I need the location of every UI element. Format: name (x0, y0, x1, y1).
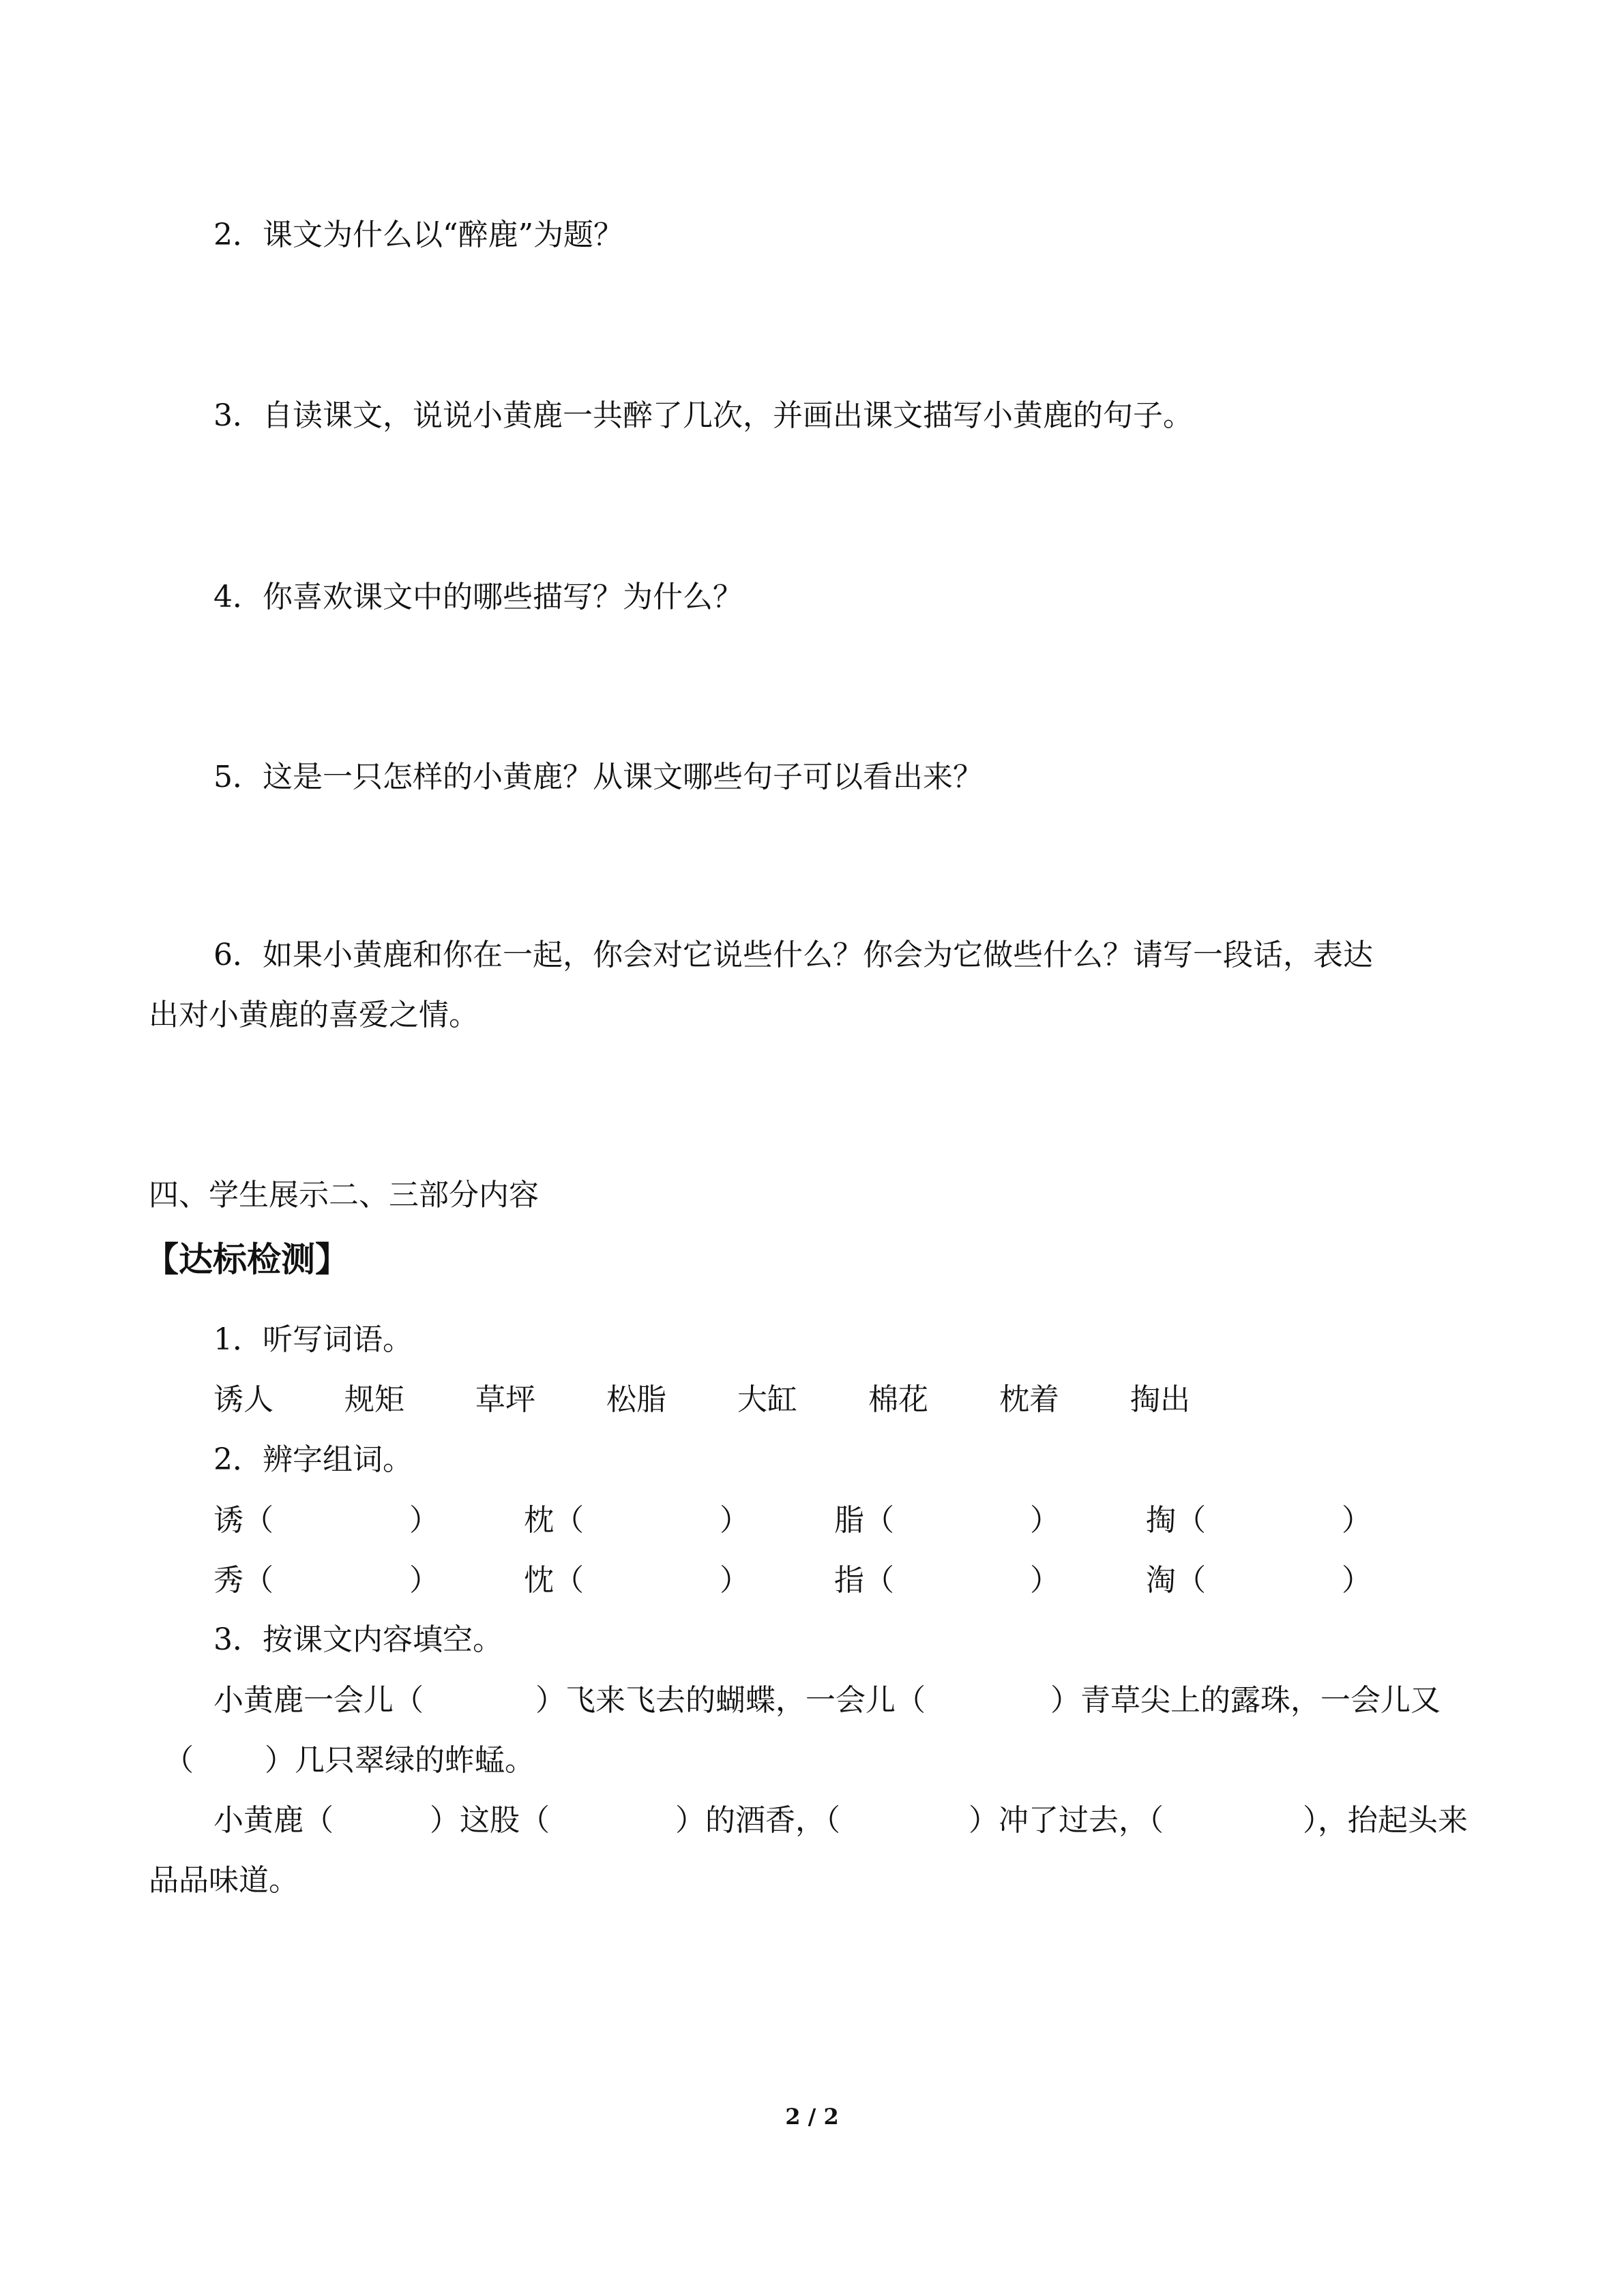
dictation-word: 棉花 (868, 1382, 928, 1417)
fill-text: 小黄鹿（ (213, 1803, 334, 1838)
char-blank-open: 掏（ (1146, 1503, 1206, 1538)
dictation-word: 松脂 (606, 1382, 666, 1417)
char-blank-close: ） (409, 1503, 439, 1538)
char-pair-row-2 (0, 1560, 1624, 1601)
dictation-word: 掏出 (1130, 1382, 1190, 1417)
dictation-word: 大缸 (737, 1382, 797, 1417)
page-number: 2 / 2 (785, 2104, 839, 2130)
dictation-word-row (0, 1380, 1624, 1420)
char-blank-close: ） (720, 1503, 750, 1538)
char-pair-row-1 (0, 1500, 1624, 1541)
dictation-word: 草坪 (475, 1382, 535, 1417)
question-5 (213, 757, 983, 798)
question-number: 5． (213, 760, 263, 794)
char-blank-open: 秀（ (213, 1563, 274, 1598)
question-number: 2． (213, 218, 263, 252)
fill-text: （ (164, 1743, 194, 1778)
fill-text: ）青草尖上的露珠，一会儿又 (1050, 1683, 1441, 1718)
char-blank-open: 淘（ (1146, 1563, 1206, 1598)
char-blank-close: ） (720, 1563, 750, 1598)
fill-blank-1-line-1 (0, 1680, 1624, 1721)
char-blank-open: 诱（ (213, 1503, 274, 1538)
char-blank-open: 指（ (834, 1563, 894, 1598)
fill-text: ）飞来飞去的蝴蝶，一会儿（ (535, 1683, 926, 1718)
fill-blank-1-line-2 (0, 1740, 1624, 1781)
question-4 (213, 577, 743, 618)
question-3 (213, 396, 1193, 436)
char-blank-open: 枕（ (524, 1503, 584, 1538)
section-four-heading: 四、学生展示二、三部分内容 (149, 1178, 539, 1212)
question-text: 自读课文，说说小黄鹿一共醉了几次，并画出课文描写小黄鹿的句子。 (263, 398, 1193, 433)
question-6-line-1 (213, 935, 1373, 976)
char-blank-close: ） (1030, 1563, 1060, 1598)
dictation-word: 诱人 (213, 1382, 274, 1417)
fill-blank-2-line-1 (0, 1800, 1624, 1841)
char-blank-open: 忱（ (524, 1563, 584, 1598)
check-question-2: 2．辨字组词。 (213, 1442, 413, 1477)
fill-blank-2-line-2 (0, 1860, 1624, 1901)
fill-text: ）的酒香，（ (675, 1803, 840, 1838)
char-blank-close: ） (1030, 1503, 1060, 1538)
check-section-title: 【达标检测】 (145, 1240, 349, 1279)
question-6-line-2: 出对小黄鹿的喜爱之情。 (149, 998, 479, 1032)
question-text: 课文为什么以“醉鹿”为题？ (263, 218, 623, 252)
fill-text: ）冲了过去，（ (969, 1803, 1164, 1838)
check-question-3: 3．按课文内容填空。 (213, 1622, 503, 1657)
check-question-1: 1．听写词语。 (213, 1322, 413, 1357)
fill-text: 品品味道。 (149, 1863, 299, 1898)
question-text: 你喜欢课文中的哪些描写？为什么？ (263, 580, 743, 614)
question-text: 如果小黄鹿和你在一起，你会对它说些什么？你会为它做些什么？请写一段话，表达 (263, 938, 1373, 972)
fill-text: ），抬起头来 (1303, 1803, 1468, 1838)
fill-text: ）这股（ (430, 1803, 550, 1838)
char-blank-close: ） (409, 1563, 439, 1598)
fill-text: 小黄鹿一会儿（ (213, 1683, 424, 1718)
dictation-word: 枕着 (999, 1382, 1059, 1417)
char-blank-close: ） (1342, 1503, 1372, 1538)
question-text: 这是一只怎样的小黄鹿？从课文哪些句子可以看出来？ (263, 760, 983, 794)
dictation-word: 规矩 (344, 1382, 404, 1417)
char-blank-open: 脂（ (834, 1503, 894, 1538)
question-number: 6． (213, 938, 263, 972)
question-number: 3． (213, 398, 263, 433)
fill-text: ）几只翠绿的蚱蜢。 (265, 1743, 535, 1778)
char-blank-close: ） (1342, 1563, 1372, 1598)
question-number: 4． (213, 580, 263, 614)
question-2 (213, 215, 623, 256)
